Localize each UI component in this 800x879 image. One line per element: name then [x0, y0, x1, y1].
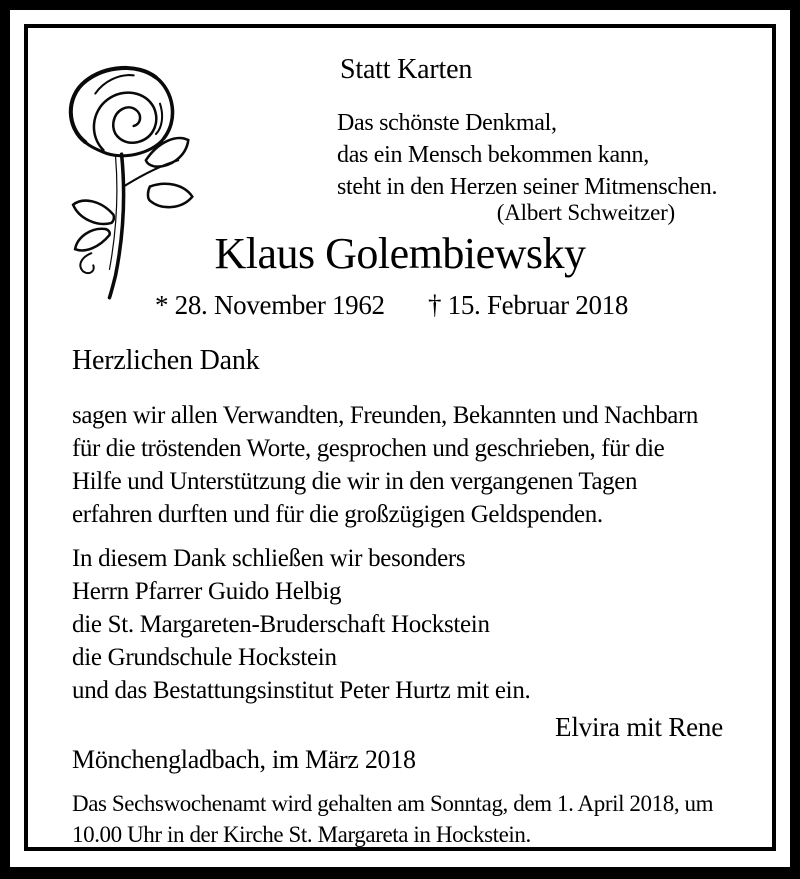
- birth-date: * 28. November 1962: [155, 290, 385, 320]
- text-line: sagen wir allen Verwandten, Freunden, Bekannten und Nachbarn: [72, 402, 699, 429]
- text-line: die St. Margareten-Bruderschaft Hockstein: [72, 611, 490, 638]
- text-line: steht in den Herzen seiner Mitmenschen.: [337, 174, 718, 200]
- memorial-quote: [337, 107, 717, 203]
- signature: Elvira mit Rene: [555, 712, 723, 742]
- quote-attribution: (Albert Schweitzer): [496, 200, 675, 225]
- deceased-name: Klaus Golembiewsky: [214, 229, 586, 278]
- text-line: Das Sechswochenamt wird gehalten am Sonntag, dem 1. April 2018, um: [72, 791, 714, 816]
- text-line: Hilfe und Unterstützung die wir in den vergangenen Tagen: [72, 468, 638, 495]
- special-thanks-list: [72, 575, 530, 707]
- text-line: das ein Mensch bekommen kann,: [337, 142, 649, 168]
- text-line: die Grundschule Hockstein: [72, 644, 337, 671]
- place-date: Mönchengladbach, im März 2018: [72, 745, 416, 774]
- salutation: Herzlichen Dank: [72, 345, 260, 376]
- text-line: für die tröstenden Worte, gesprochen und geschrieben, für die: [72, 435, 665, 462]
- text-line: erfahren durften und für die großzügigen Geldspenden.: [72, 501, 603, 528]
- special-thanks: [72, 542, 530, 707]
- text-line: 10.00 Uhr in der Kirche St. Margareta in Hockstein.: [72, 822, 531, 847]
- special-thanks-intro: In diesem Dank schließen wir besonders: [72, 545, 466, 572]
- pre-header: Statt Karten: [340, 54, 473, 85]
- service-announcement: [72, 788, 713, 850]
- death-date: † 15. Februar 2018: [428, 290, 629, 320]
- text-line: Herrn Pfarrer Guido Helbig: [72, 578, 342, 605]
- thanks-paragraph: [72, 399, 698, 531]
- text-line: und das Bestattungsinstitut Peter Hurtz mit ein.: [72, 677, 531, 704]
- white-mat-border: [10, 10, 790, 867]
- notice-frame: [24, 24, 776, 851]
- text-line: Das schönste Denkmal,: [337, 110, 557, 136]
